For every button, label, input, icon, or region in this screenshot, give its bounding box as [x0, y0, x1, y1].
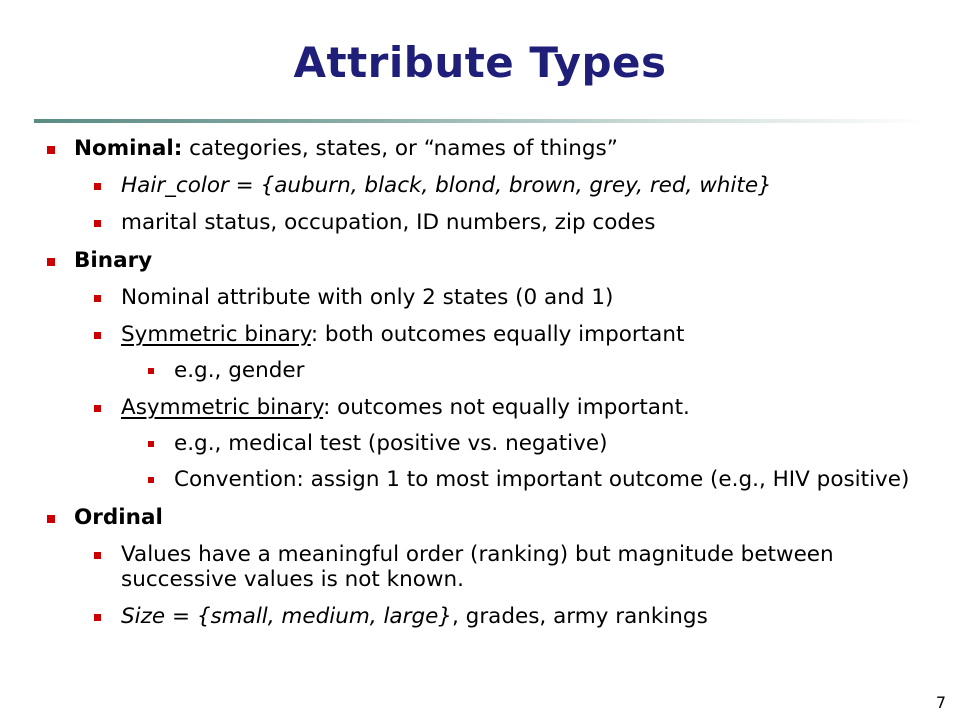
nominal-heading: Nominal:	[74, 136, 183, 161]
gender-example-text: e.g., gender	[174, 358, 305, 383]
bullet-ordinal	[0, 505, 960, 530]
bullet-square-icon	[148, 368, 154, 374]
binary-heading: Binary	[74, 248, 153, 273]
bullet-medical-test-example	[0, 431, 960, 456]
bullet-square-icon	[47, 146, 55, 154]
bullet-square-icon	[47, 515, 55, 523]
bullet-nominal-attribute	[0, 285, 960, 310]
bullet-meaningful-order	[0, 542, 960, 592]
bullet-binary	[0, 248, 960, 273]
bullet-square-icon	[94, 614, 101, 621]
slide-content	[0, 136, 960, 629]
bullet-square-icon	[94, 405, 101, 412]
bullet-asymmetric-binary	[0, 395, 960, 420]
slide-title: Attribute Types	[293, 38, 667, 87]
bullet-size-example	[0, 604, 960, 629]
bullet-square-icon	[94, 332, 101, 339]
nominal-text: categories, states, or “names of things”	[182, 136, 618, 161]
convention-text: Convention: assign 1 to most important outcome (e.g., HIV positive)	[174, 467, 910, 492]
bullet-square-icon	[94, 295, 101, 302]
marital-status-text: marital status, occupation, ID numbers, zip codes	[121, 210, 656, 235]
bullet-square-icon	[94, 552, 101, 559]
medical-test-text: e.g., medical test (positive vs. negative)	[174, 431, 608, 456]
asymmetric-binary-term: Asymmetric binary	[121, 395, 324, 420]
bullet-gender-example	[0, 358, 960, 383]
asymmetric-binary-text: : outcomes not equally important.	[323, 395, 690, 420]
bullet-square-icon	[94, 183, 101, 190]
bullet-nominal	[0, 136, 960, 161]
bullet-hair-color	[0, 173, 960, 198]
ordinal-heading: Ordinal	[74, 505, 163, 530]
symmetric-binary-term: Symmetric binary	[121, 322, 311, 347]
title-divider	[34, 119, 930, 123]
symmetric-binary-text: : both outcomes equally important	[310, 322, 685, 347]
bullet-marital-status	[0, 210, 960, 235]
bullet-convention	[0, 467, 960, 492]
bullet-square-icon	[47, 258, 55, 266]
hair-color-text: Hair_color = {auburn, black, blond, brown, grey, red, white}	[121, 173, 772, 198]
size-set-text: Size = {small, medium, large}	[121, 604, 453, 629]
bullet-square-icon	[148, 441, 154, 447]
nominal-attribute-text: Nominal attribute with only 2 states (0 and 1)	[121, 285, 614, 310]
bullet-square-icon	[94, 220, 101, 227]
bullet-symmetric-binary	[0, 322, 960, 347]
size-example-text: , grades, army rankings	[452, 604, 708, 629]
bullet-square-icon	[148, 477, 154, 483]
page-number: 7	[935, 693, 946, 712]
meaningful-order-text: Values have a meaningful order (ranking) but magnitude between successive values is not known.	[121, 542, 834, 592]
